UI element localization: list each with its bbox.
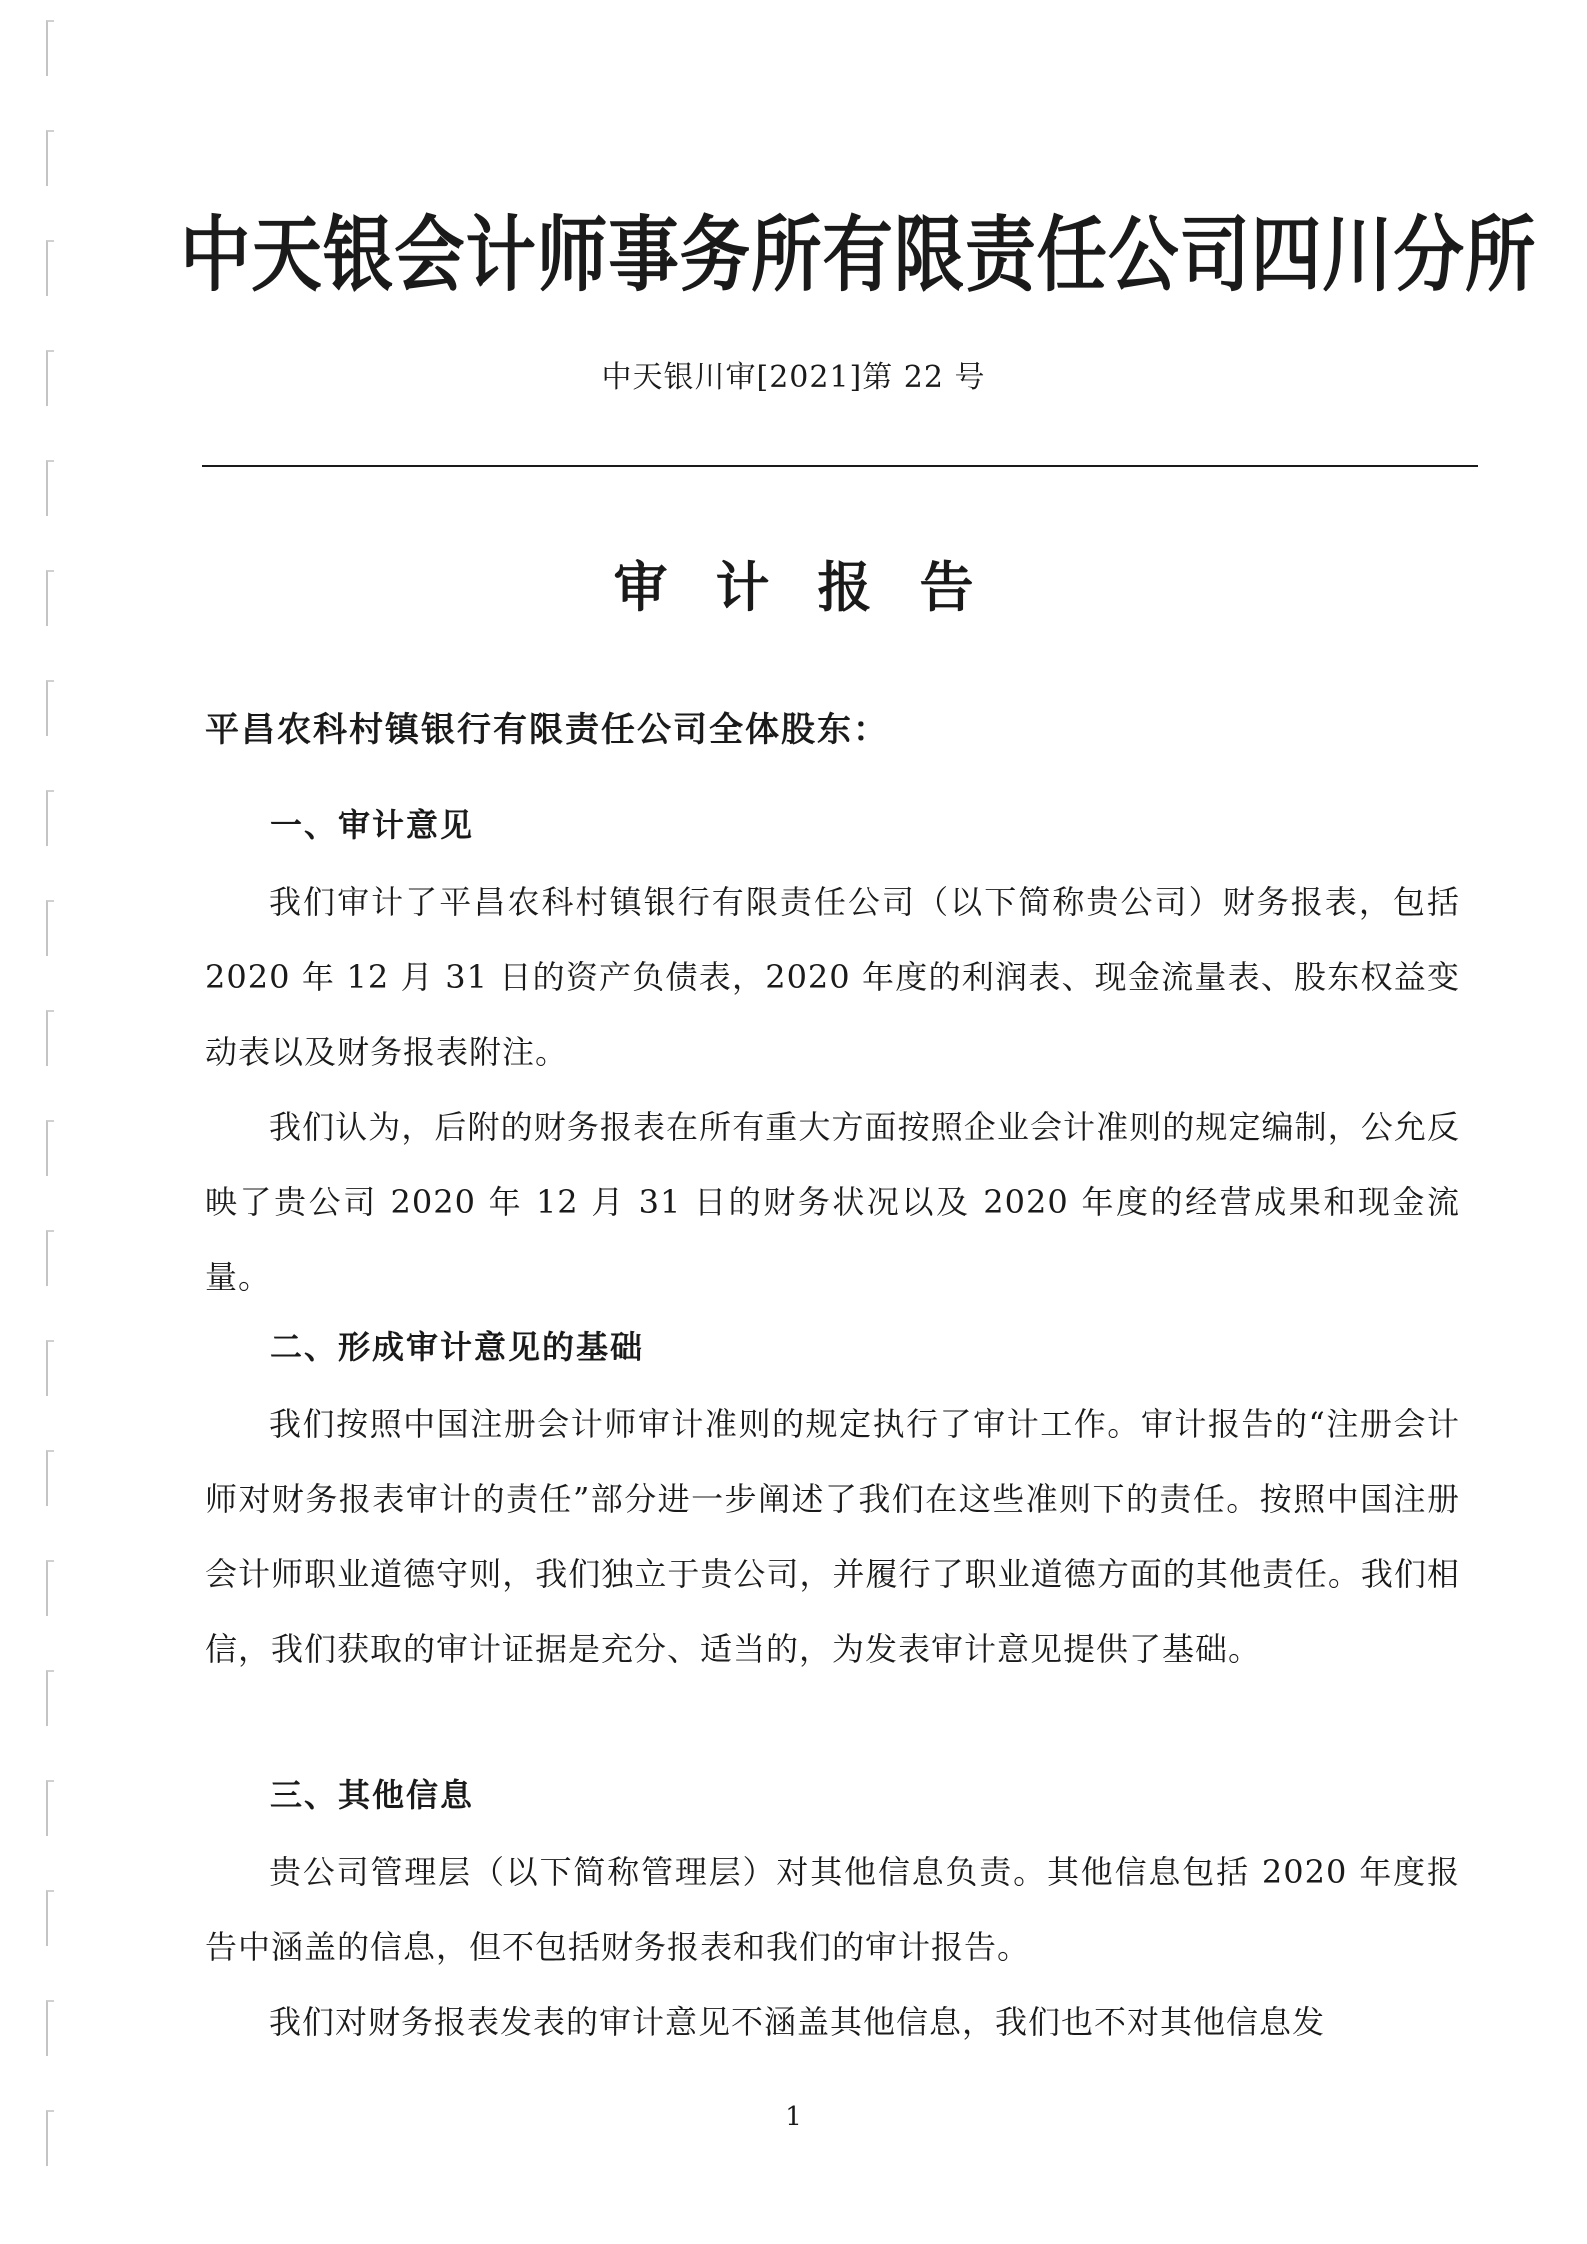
page-number: 1 — [785, 2102, 802, 2132]
binding-mark — [46, 1230, 54, 1286]
binding-mark — [46, 1340, 54, 1396]
paragraph-audit-scope: 我们审计了平昌农科村镇银行有限责任公司（以下简称贵公司）财务报表，包括 2020 年 12 月 31 日的资产负债表，2020 年度的利润表、现金流量表、股东权益变动表以及财务报表附注。 — [205, 883, 1460, 1071]
paragraph-other-information: 贵公司管理层（以下简称管理层）对其他信息负责。其他信息包括 2020 年度报告中涵盖的信息，但不包括财务报表和我们的审计报告。 — [205, 1853, 1460, 1966]
binding-mark — [46, 680, 54, 736]
section-heading-other-information: 三、其他信息 — [270, 1776, 475, 1814]
binding-mark — [46, 1780, 54, 1836]
document-number: 中天银川审[2021]第 22 号 — [601, 360, 986, 395]
binding-marks — [46, 20, 66, 2220]
binding-mark — [46, 20, 54, 76]
binding-mark — [46, 1450, 54, 1506]
binding-mark — [46, 1560, 54, 1616]
report-addressee: 平昌农科村镇银行有限责任公司全体股东： — [205, 710, 889, 750]
binding-mark — [46, 900, 54, 956]
binding-mark — [46, 1890, 54, 1946]
binding-mark — [46, 1670, 54, 1726]
binding-mark — [46, 790, 54, 846]
firm-name-heading: 中天银会计师事务所有限责任公司四川分所 — [180, 208, 1537, 303]
binding-mark — [46, 460, 54, 516]
binding-mark — [46, 240, 54, 296]
binding-mark — [46, 130, 54, 186]
report-title: 审计报告 — [613, 556, 1022, 619]
header-divider — [202, 465, 1478, 467]
paragraph-other-information-opinion: 我们对财务报表发表的审计意见不涵盖其他信息，我们也不对其他信息发 — [269, 2003, 1326, 2041]
binding-mark — [46, 2000, 54, 2056]
binding-mark — [46, 1010, 54, 1066]
section-heading-opinion-basis: 二、形成审计意见的基础 — [270, 1328, 645, 1366]
section-heading-audit-opinion: 一、审计意见 — [270, 806, 475, 844]
paragraph-audit-opinion: 我们认为，后附的财务报表在所有重大方面按照企业会计准则的规定编制，公允反映了贵公司 2020 年 12 月 31 日的财务状况以及 2020 年度的经营成果和现金流量。 — [205, 1108, 1460, 1296]
binding-mark — [46, 1120, 54, 1176]
paragraph-opinion-basis: 我们按照中国注册会计师审计准则的规定执行了审计工作。审计报告的“注册会计师对财务报表审计的责任”部分进一步阐述了我们在这些准则下的责任。按照中国注册会计师职业道德守则，我们独立于贵公司，并履行了职业道德方面的其他责任。我们相信，我们获取的审计证据是充分、适当的，为发表审计意见提供了基础。 — [205, 1405, 1460, 1668]
